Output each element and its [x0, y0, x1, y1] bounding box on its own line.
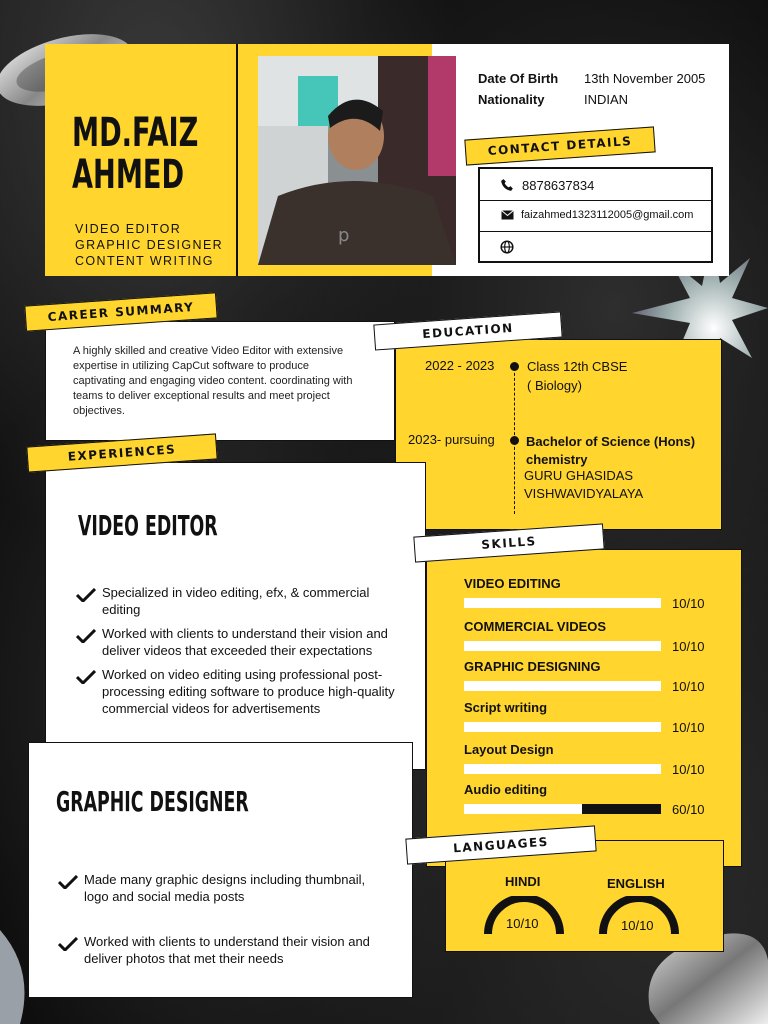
language-name: HINDI [505, 874, 541, 889]
check-icon [76, 629, 96, 643]
education-years: 2022 - 2023 [425, 358, 495, 373]
list-item [58, 933, 378, 967]
skill-name: GRAPHIC DESIGNING [464, 659, 601, 674]
skill-bar [464, 804, 661, 814]
timeline-dot [510, 436, 519, 445]
language-score: 10/10 [506, 916, 539, 931]
list-item [76, 666, 396, 717]
skill-name: COMMERCIAL VIDEOS [464, 619, 607, 634]
skill-bar [464, 722, 661, 732]
svg-text:p: p [338, 225, 350, 246]
list-item-text: Worked with clients to understand their vision and deliver videos that exceeded their expectations [102, 626, 388, 658]
contact-heading: CONTACT DETAILS [464, 126, 655, 165]
education-subtitle: ( Biology) [527, 378, 582, 393]
languages-heading: LANGUAGES [405, 825, 596, 864]
skill-bar [464, 681, 661, 691]
dob-label: Date Of Birth [478, 71, 559, 86]
name-line-2: AHMED [72, 152, 185, 198]
graphic-designer-list [58, 871, 378, 974]
check-icon [76, 588, 96, 602]
contact-divider [480, 200, 711, 201]
profile-photo [258, 56, 456, 265]
list-item [76, 625, 396, 659]
list-item-text: Made many graphic designs including thumbnail, logo and social media posts [84, 872, 366, 904]
skill-name: Layout Design [464, 742, 554, 757]
role-item: GRAPHIC DESIGNER [75, 238, 224, 252]
list-item [58, 871, 378, 905]
skill-name: VIDEO EDITING [464, 576, 561, 591]
skill-score: 10/10 [672, 596, 705, 611]
list-item-text: Worked with clients to understand their vision and deliver photos that met their needs [84, 934, 370, 966]
phone-icon [500, 178, 514, 192]
email-link[interactable]: faizahmed1323112005@gmail.com [521, 209, 694, 221]
name-heading [72, 112, 232, 196]
list-item [76, 584, 396, 618]
name-line-1: MD.FAIZ [72, 110, 199, 156]
experiences-heading: EXPERIENCES [26, 433, 217, 472]
skill-score: 10/10 [672, 679, 705, 694]
skill-name: Audio editing [464, 782, 548, 797]
skill-bar [464, 641, 661, 651]
skill-score: 10/10 [672, 639, 705, 654]
timeline-dot [510, 362, 519, 371]
email-icon [501, 210, 514, 220]
education-subtitle: VISHWAVIDYALAYA [524, 486, 644, 501]
list-item-text: Worked on video editing using professional post-processing editing software to produce high-quality commercial videos for advertisements [102, 667, 395, 716]
video-editor-title-wrap [78, 509, 303, 542]
language-score: 10/10 [621, 918, 654, 933]
contact-divider [480, 231, 711, 232]
role-item: CONTENT WRITING [75, 254, 214, 268]
check-icon [76, 670, 96, 684]
check-icon [58, 875, 78, 889]
skill-score: 60/10 [672, 802, 705, 817]
check-icon [58, 937, 78, 951]
education-title: Bachelor of Science (Hons) chemistry [526, 434, 696, 467]
globe-icon [500, 240, 514, 254]
roles-list [75, 221, 223, 269]
dob-value: 13th November 2005 [584, 71, 706, 86]
graphic-designer-title: GRAPHIC DESIGNER [56, 785, 249, 818]
skill-score: 10/10 [672, 762, 705, 777]
nationality-value: INDIAN [584, 92, 629, 107]
skill-bar [464, 764, 661, 774]
skills-heading: SKILLS [413, 523, 604, 562]
list-item-text: Specialized in video editing, efx, & commercial editing [102, 585, 370, 617]
video-editor-list [76, 584, 396, 724]
phone-link[interactable]: 8878637834 [522, 178, 595, 193]
language-name: ENGLISH [607, 876, 665, 891]
nationality-label: Nationality [478, 92, 545, 107]
career-summary-text: A highly skilled and creative Video Editor with extensive expertise in utilizing CapCut software to produce captivating and engaging video content. coordinating with teams to deliver exceptional results and meet project objectives. [73, 345, 353, 417]
skill-score: 10/10 [672, 720, 705, 735]
skill-name: Script writing [464, 700, 548, 715]
career-summary-heading: CAREER SUMMARY [24, 292, 217, 331]
education-title: Class 12th CBSE [527, 359, 628, 374]
skill-bar [464, 598, 661, 608]
role-item: VIDEO EDITOR [75, 222, 182, 236]
education-subtitle: GURU GHASIDAS [524, 468, 634, 483]
video-editor-title: VIDEO EDITOR [78, 509, 218, 542]
education-years: 2023- pursuing [408, 432, 495, 447]
skill-bar-remaining [582, 804, 661, 814]
education-heading: EDUCATION [373, 311, 562, 350]
graphic-designer-title-wrap [56, 785, 367, 818]
